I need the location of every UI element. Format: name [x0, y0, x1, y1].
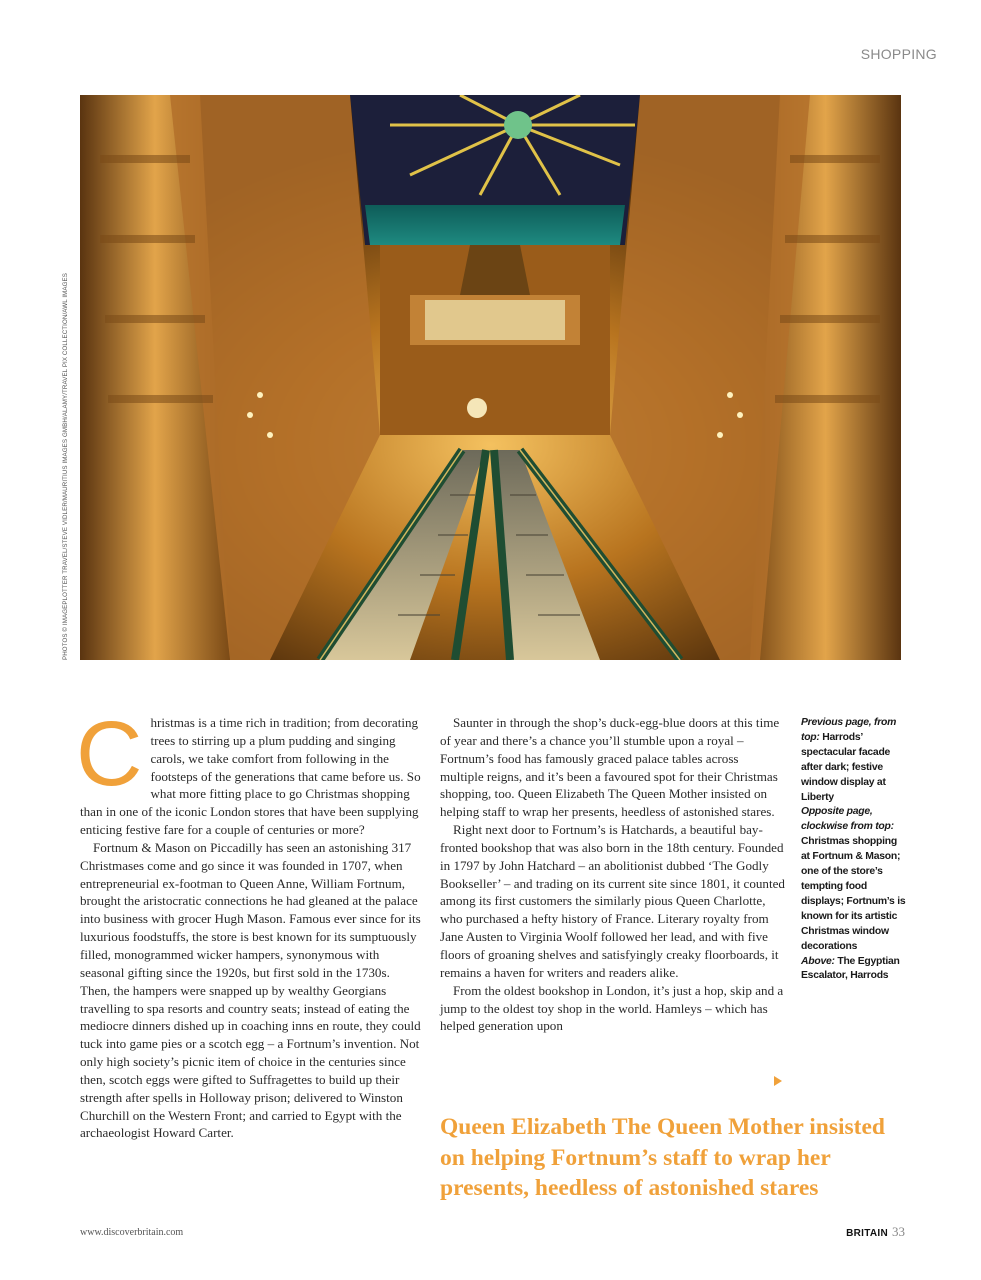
caption-text: The Egyptian Escalator, Harrods [801, 955, 900, 982]
drop-cap: C [76, 703, 143, 805]
article-paragraph: hristmas is a time rich in tradition; from decorating trees to stirring up a plum pudding and singing carols, we take comfort from following in the footsteps of the generations that came before us. So what more fitting place to go Christmas shopping than in one of the iconic London stores that have been supplying enticing festive fare for a couple of centuries or more? [80, 715, 421, 838]
continue-arrow-icon [774, 1076, 782, 1086]
hero-photo [80, 95, 901, 660]
section-label: SHOPPING [860, 46, 937, 62]
caption-lead: Previous page, from top: [801, 717, 897, 743]
article-paragraph: Right next door to Fortnum’s is Hatchards, a beautiful bay-fronted bookshop that was also born in the 18th century. Founded in 1797 by John Hatchard – an abolitionist dubbed ‘The Godly Bookseller’ – and trading on its current site since 1801, it counted among its first customers the similarly pious Queen Charlotte, who purchased a hefty history of France. Literary royalty from Jane Austen to Virginia Woolf followed her lead, and with five floors of groaning shelves and satisfyingly creaky floorboards, it remains a haven for writers and readers alike. [440, 822, 785, 980]
caption-lead: Opposite page, clockwise from top: [801, 806, 894, 833]
photo-credit: PHOTOS © IMAGEPLOTTER TRAVEL/STEVE VIDLER/MAURITIUS IMAGES GMBH/ALAMY/TRAVEL PIX COLLECTION/AWL IMAGES [62, 273, 69, 660]
caption-lead: Above: [801, 955, 835, 967]
egyptian-escalator-photo [80, 95, 901, 660]
article-column-2 [440, 714, 785, 1035]
photo-caption [801, 716, 907, 984]
caption-text: Harrods’ spectacular facade after dark; festive window display at Liberty [801, 731, 891, 803]
footer-folio [846, 1224, 905, 1240]
article-paragraph: Fortnum & Mason on Piccadilly has seen an astonishing 317 Christmases come and go since it was founded in 1707, when entrepreneurial ex-footman to Queen Anne, William Fortnum, brought the aristocratic connections he had gleaned at the palace into business with grocer Hugh Mason. Famous ever since for its luxurious foodstuffs, the store is best known for its sumptuously filled, monogrammed wicker hampers, synonymous with seasonal gifting since the 1920s, but first sold in the 1730s. Then, the hampers were snapped up by wealthy Georgians travelling to spa resorts and country seats; instead of eating the mediocre dinners dished up in coaching inns en route, they could tuck into game pies or a scotch egg – a Fortnum’s invention. Not only high society’s picnic item of choice in the centuries since then, scotch eggs were gifted to Suffragettes to build up their strength after spells in Holloway prison; delivered to Winston Churchill on the Western Front; and carried to Egypt with the archaeologist Howard Carter. [80, 839, 421, 1141]
pull-quote: Queen Elizabeth The Queen Mother insisted on helping Fortnum’s staff to wrap her presents, heedless of astonished stares [440, 1114, 885, 1201]
caption-text: Christmas shopping at Fortnum & Mason; one of the store’s tempting food displays; Fortnum’s is known for its artistic Christmas window decorations [801, 836, 906, 952]
magazine-name: BRITAIN [846, 1228, 888, 1239]
article-paragraph: Saunter in through the shop’s duck-egg-blue doors at this time of year and there’s a chance you’ll stumble upon a royal – Fortnum’s food has famously graced palace tables across multiple reigns, and it’s been a favoured spot for their Christmas shopping, too. Queen Elizabeth The Queen Mother insisted on helping staff to wrap her presents, heedless of astonished stares. [440, 715, 780, 820]
article-paragraph: From the oldest bookshop in London, it’s just a hop, skip and a jump to the oldest toy shop in the world. Hamleys – which has helped generation upon [440, 982, 784, 1034]
article-column-1 [76, 703, 423, 1142]
footer-url: www.discoverbritain.com [80, 1227, 184, 1238]
page-number: 33 [892, 1224, 905, 1239]
